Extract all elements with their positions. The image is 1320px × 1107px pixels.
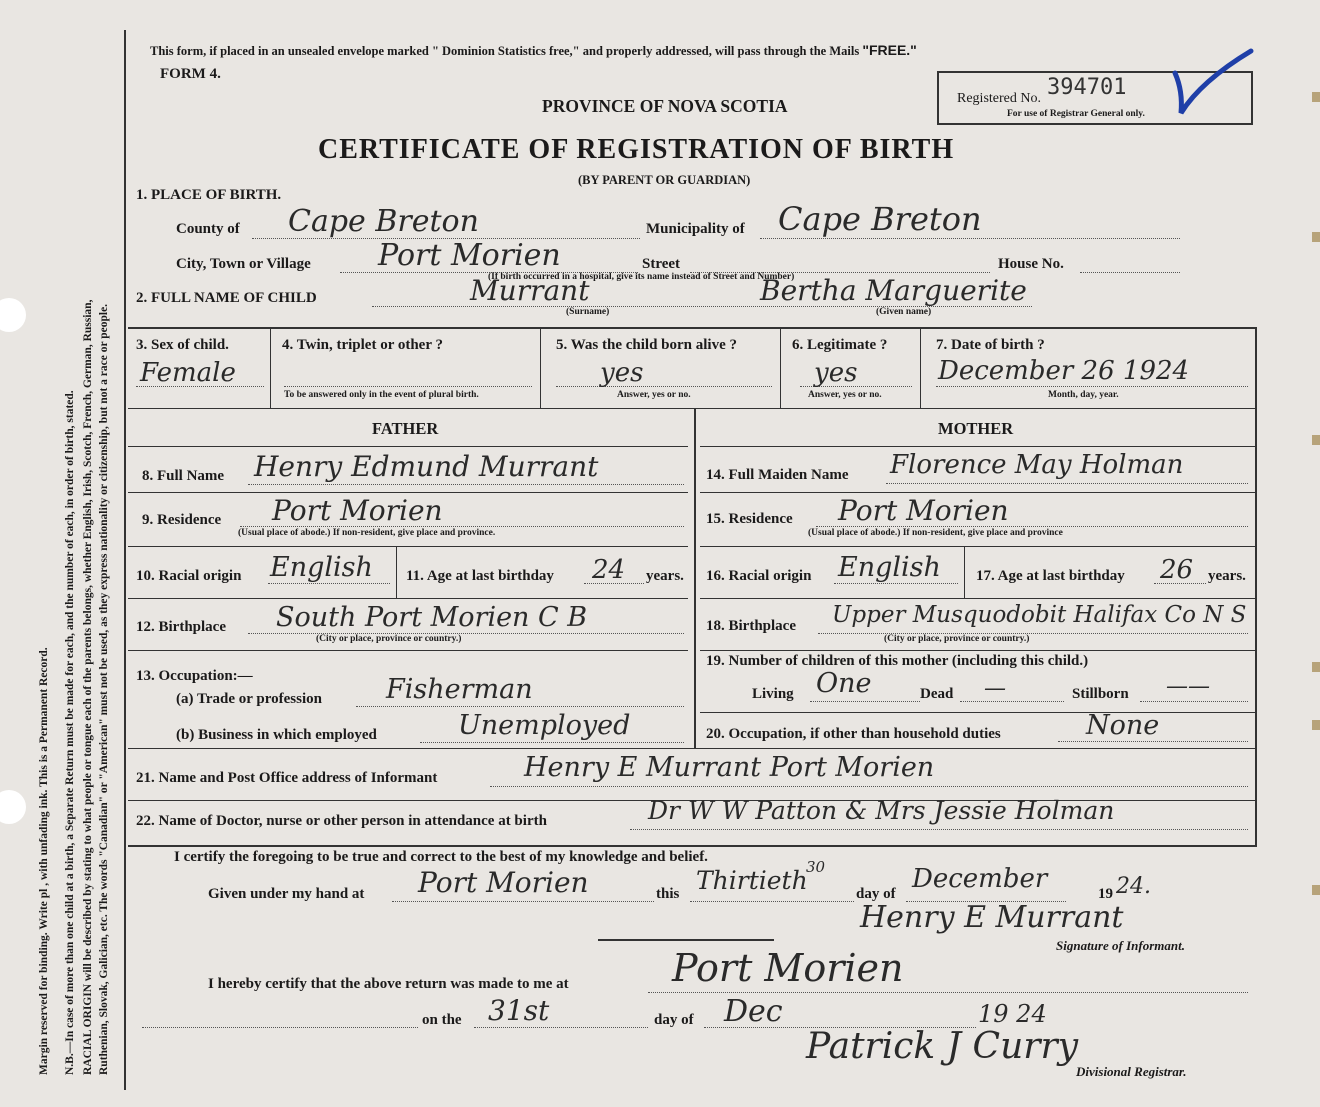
father-birthplace-line	[248, 633, 684, 634]
edge-tab	[1312, 720, 1320, 730]
place-of-birth-heading: 1. PLACE OF BIRTH.	[136, 187, 282, 203]
edge-tab	[1312, 662, 1320, 672]
father-race-line	[268, 583, 390, 584]
dob-note: Month, day, year.	[1048, 390, 1119, 400]
mother-residence-note: (Usual place of abode.) If non-resident, give place and province	[808, 528, 1063, 538]
rule-col-3	[270, 327, 271, 408]
given-place-value: Port Morien	[418, 866, 589, 899]
sex-label: 3. Sex of child.	[136, 337, 229, 353]
twin-line	[284, 386, 532, 387]
mother-heading: MOTHER	[938, 419, 1014, 438]
rule-m4	[700, 598, 1255, 599]
given-under-label: Given under my hand at	[208, 886, 365, 902]
house-line	[1080, 272, 1180, 273]
child-given-name: Bertha Marguerite	[760, 274, 1027, 307]
rule-f-age	[396, 546, 397, 598]
father-name-line	[248, 484, 684, 485]
father-years-label: years.	[646, 568, 684, 584]
county-label: County of	[176, 221, 240, 237]
rule-col-4	[540, 327, 541, 408]
county-value: Cape Breton	[288, 204, 479, 239]
father-business-value: Unemployed	[458, 710, 631, 741]
mother-race-label: 16. Racial origin	[706, 568, 812, 584]
edge-tab	[1312, 232, 1320, 242]
province-heading: PROVINCE OF NOVA SCOTIA	[542, 96, 788, 116]
mother-age-label: 17. Age at last birthday	[976, 568, 1125, 584]
mother-occupation-label: 20. Occupation, if other than household duties	[706, 726, 1001, 742]
dead-label: Dead	[920, 686, 954, 702]
mail-notice	[150, 42, 917, 59]
rule-m5	[700, 650, 1255, 651]
municipality-label: Municipality of	[646, 221, 745, 237]
mother-birthplace-line	[818, 633, 1248, 634]
dob-value: December 26 1924	[938, 356, 1190, 386]
margin-nb-note: N.B.—In case of more than one child at a birth, a Separate Return must be made for each, and the number of each, in order of birth, stated.	[64, 390, 76, 1075]
return-day-of-label: day of	[654, 1012, 694, 1028]
city-value: Port Morien	[378, 238, 561, 273]
rule-m-age	[964, 546, 965, 598]
father-trade-label: (a) Trade or profession	[176, 691, 322, 707]
rule-doctor	[128, 845, 1256, 847]
father-business-line	[420, 742, 684, 743]
binding-hole-bottom	[0, 790, 26, 824]
rule-col-5	[780, 327, 781, 408]
mother-occupation-line	[1058, 741, 1248, 742]
dead-value: —	[984, 676, 1006, 701]
father-birthplace-note: (City or place, province or country.)	[316, 634, 462, 644]
house-label: House No.	[998, 256, 1064, 272]
alive-note: Answer, yes or no.	[617, 390, 691, 400]
mother-name-label: 14. Full Maiden Name	[706, 467, 849, 483]
registrar-note: For use of Registrar General only.	[1007, 109, 1145, 119]
rule-short	[598, 939, 774, 941]
mother-race-line	[834, 583, 958, 584]
rule-f3	[128, 546, 688, 547]
day-of-label: day of	[856, 886, 896, 902]
mother-residence-value: Port Morien	[838, 494, 1009, 527]
this-label: this	[656, 886, 680, 902]
municipality-line	[760, 238, 1180, 239]
father-race-value: English	[270, 552, 373, 583]
stillborn-value: ——	[1166, 674, 1210, 699]
mother-occupation-value: None	[1086, 710, 1160, 741]
edge-tab	[1312, 435, 1320, 445]
mother-residence-label: 15. Residence	[706, 511, 793, 527]
city-label: City, Town or Village	[176, 256, 311, 272]
given-month-value: December	[912, 864, 1048, 894]
given-year-prefix: 19	[1098, 886, 1113, 902]
father-occupation-label: 13. Occupation:—	[136, 668, 253, 684]
living-line	[810, 701, 920, 702]
rule-right	[1255, 327, 1257, 847]
margin-binding-note: Margin reserved for binding. Write pl , with unfading ink. This is a Permanent Record.	[38, 647, 50, 1075]
given-day-value: Thirtieth	[696, 866, 808, 895]
informant-signature: Henry E Murrant	[860, 900, 1124, 935]
alive-value: yes	[600, 358, 644, 388]
stillborn-line	[1140, 701, 1248, 702]
given-year-value: 24.	[1116, 874, 1151, 899]
rule-f2	[128, 492, 688, 493]
father-heading: FATHER	[372, 419, 439, 438]
return-day-line	[474, 1027, 648, 1028]
rule-f1	[128, 446, 688, 447]
father-trade-line	[356, 706, 684, 707]
registered-number: 394701	[1047, 75, 1127, 100]
rule-center	[694, 408, 696, 748]
legitimate-label: 6. Legitimate ?	[792, 337, 888, 353]
return-month-value: Dec	[724, 994, 783, 1029]
hospital-note: (If birth occurred in a hospital, give its name instead of Street and Number)	[488, 272, 795, 282]
on-the-label: on the	[422, 1012, 462, 1028]
given-day-superscript: 30	[806, 858, 826, 876]
mother-birthplace-value: Upper Musquodobit Halifax Co N S	[832, 602, 1247, 628]
return-day-value: 31st	[488, 994, 550, 1027]
on-the-leading-line	[142, 1027, 418, 1028]
margin-rule	[124, 30, 126, 1090]
given-day-line	[690, 901, 854, 902]
alive-line	[556, 386, 772, 387]
doctor-line	[630, 829, 1248, 830]
father-name-value: Henry Edmund Murrant	[254, 450, 599, 483]
dob-label: 7. Date of birth ?	[936, 337, 1045, 353]
twin-note: To be answered only in the event of plural birth.	[284, 390, 479, 400]
mother-birthplace-label: 18. Birthplace	[706, 618, 796, 634]
mail-notice-free: "FREE."	[862, 42, 917, 58]
rule-m6	[700, 712, 1255, 713]
edge-tab	[1312, 885, 1320, 895]
registrar-signature: Patrick J Curry	[806, 1026, 1079, 1067]
rule-top	[128, 327, 1256, 329]
margin-racial-note-2: Ruthenian, Slovak, Galician, etc. The words "Canadian" or "American" must not be used, as they express nationality or citizenship, but not a race or people.	[98, 303, 110, 1075]
father-residence-note: (Usual place of abode.) If non-resident, give place and province.	[238, 528, 496, 538]
rule-bottom-grid	[128, 748, 1256, 749]
municipality-value: Cape Breton	[778, 200, 982, 238]
living-label: Living	[752, 686, 794, 702]
father-age-label: 11. Age at last birthday	[406, 568, 554, 584]
twin-label: 4. Twin, triplet or other ?	[282, 337, 443, 353]
street-label: Street	[642, 256, 681, 272]
mother-years-label: years.	[1208, 568, 1246, 584]
father-business-label: (b) Business in which employed	[176, 727, 377, 743]
rule-m1	[700, 446, 1255, 447]
margin-racial-note-1: RACIAL ORIGIN will be described by stating to what people or tongue each of the parents belongs, whether English, Irish, Scotch, French, German, Russian,	[82, 299, 94, 1075]
dead-line	[960, 701, 1064, 702]
child-name-label: 2. FULL NAME OF CHILD	[136, 290, 317, 306]
father-residence-label: 9. Residence	[142, 512, 222, 528]
mother-age-value: 26	[1160, 555, 1194, 585]
rule-m2	[700, 492, 1255, 493]
informant-line	[490, 786, 1248, 787]
rule-m3	[700, 546, 1255, 547]
certificate-subtitle: (BY PARENT OR GUARDIAN)	[578, 173, 751, 187]
return-year-value: 19 24	[978, 1000, 1047, 1028]
mother-race-value: English	[838, 552, 941, 583]
binding-hole-top	[0, 298, 26, 332]
registered-label: Registered No.	[957, 91, 1041, 106]
living-value: One	[816, 668, 872, 699]
mother-birthplace-note: (City or place, province or country.)	[884, 634, 1030, 644]
father-residence-value: Port Morien	[272, 494, 443, 527]
sex-value: Female	[140, 358, 236, 388]
legitimate-value: yes	[814, 358, 858, 388]
father-birthplace-value: South Port Morien C B	[276, 602, 588, 633]
informant-signature-caption: Signature of Informant.	[1056, 938, 1185, 953]
return-label: I hereby certify that the above return was made to me at	[208, 976, 569, 992]
mother-name-line	[886, 483, 1248, 484]
dob-line	[936, 386, 1248, 387]
return-place-line	[648, 992, 1248, 993]
doctor-label: 22. Name of Doctor, nurse or other person in attendance at birth	[136, 813, 547, 829]
father-trade-value: Fisherman	[386, 674, 533, 705]
alive-label: 5. Was the child born alive ?	[556, 337, 737, 353]
stillborn-label: Stillborn	[1072, 686, 1129, 702]
informant-label: 21. Name and Post Office address of Informant	[136, 770, 438, 786]
father-name-label: 8. Full Name	[142, 468, 225, 484]
father-birthplace-label: 12. Birthplace	[136, 619, 226, 635]
return-place-value: Port Morien	[672, 946, 904, 990]
registered-box	[937, 71, 1253, 125]
doctor-value: Dr W W Patton & Mrs Jessie Holman	[648, 796, 1115, 825]
rule-f4	[128, 598, 688, 599]
legitimate-note: Answer, yes or no.	[808, 390, 882, 400]
registrar-signature-caption: Divisional Registrar.	[1076, 1064, 1187, 1079]
form-number: FORM 4.	[160, 66, 221, 82]
edge-tab	[1312, 92, 1320, 102]
rule-f5	[128, 650, 688, 651]
check-mark-icon	[1171, 47, 1261, 119]
mother-children-label: 19. Number of children of this mother (including this child.)	[706, 653, 1089, 669]
rule-col-6	[920, 327, 921, 408]
mail-notice-text: This form, if placed in an unsealed envelope marked " Dominion Statistics free," and properly addressed, will pass through the Mails	[150, 44, 863, 58]
father-age-value: 24	[592, 555, 626, 585]
child-surname: Murrant	[470, 274, 590, 307]
mother-name-value: Florence May Holman	[890, 450, 1184, 480]
given-name-caption: (Given name)	[876, 307, 932, 317]
surname-caption: (Surname)	[566, 307, 610, 317]
informant-value: Henry E Murrant Port Morien	[524, 752, 935, 783]
certificate-title: CERTIFICATE OF REGISTRATION OF BIRTH	[318, 134, 955, 165]
certify-statement: I certify the foregoing to be true and correct to the best of my knowledge and belief.	[174, 849, 708, 865]
rule-row-3	[128, 408, 1256, 409]
given-place-line	[392, 901, 654, 902]
father-race-label: 10. Racial origin	[136, 568, 242, 584]
